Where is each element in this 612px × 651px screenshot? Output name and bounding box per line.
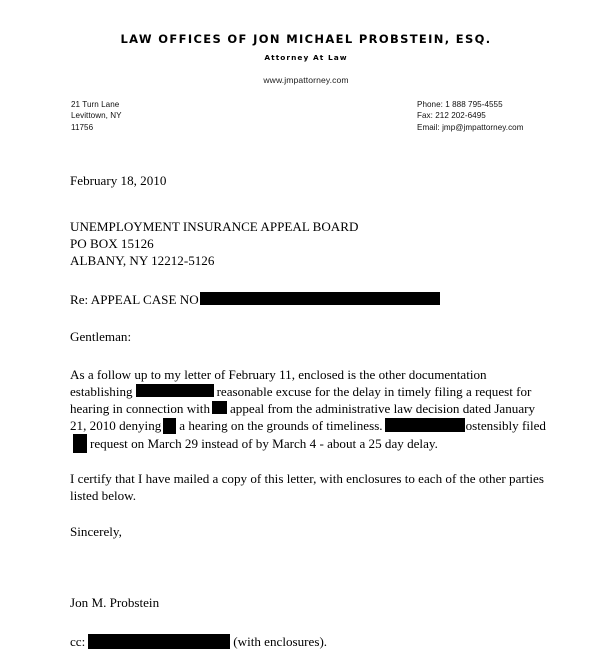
signature-name: Jon M. Probstein xyxy=(70,595,160,611)
paragraph-1-part-1: As a follow up to my letter of February 11, enclosed is the other documentation establishing xyxy=(70,366,487,399)
paragraph-1-part-3: appeal from the administrative law decision dated January 21, 2010 denying xyxy=(70,400,536,433)
redaction-bar-claimant-1 xyxy=(136,384,214,397)
paragraph-1-part-2: reasonable excuse for the delay in timely filing a request for hearing in connection with xyxy=(70,383,532,416)
email-address: Email: jmp@jmpattorney.com xyxy=(417,122,524,132)
redaction-bar-cc-recipient xyxy=(88,634,230,649)
salutation: Gentleman: xyxy=(70,329,132,345)
recipient-line-1: UNEMPLOYMENT INSURANCE APPEAL BOARD xyxy=(70,219,359,235)
letterhead xyxy=(0,32,612,85)
recipient-line-2: PO BOX 15126 xyxy=(70,236,154,252)
redaction-bar-claimant-4 xyxy=(385,418,465,432)
recipient-line-3: ALBANY, NY 12212-5126 xyxy=(70,253,215,269)
fax-number: Fax: 212 202-6495 xyxy=(417,111,486,121)
address-line-1: 21 Turn Lane xyxy=(71,100,120,109)
address-line-2: Levittown, NY xyxy=(71,111,122,121)
closing: Sincerely, xyxy=(70,524,122,540)
office-contact-details xyxy=(417,99,524,133)
paragraph-1-part-5: ostensibly filed xyxy=(465,417,546,433)
firm-subtitle: Attorney At Law xyxy=(264,53,348,62)
paragraph-1 xyxy=(70,366,548,452)
paragraph-1-part-4: a hearing on the grounds of timeliness. xyxy=(179,417,383,433)
cc-label: cc: xyxy=(70,634,86,650)
recipient-address xyxy=(70,218,548,269)
address-line-3: 11756 xyxy=(71,122,94,132)
paragraph-1-part-6: request on March 29 instead of by March 4 - about a 25 day delay. xyxy=(90,435,438,451)
redaction-bar-claimant-3 xyxy=(163,418,176,434)
re-label: Re: APPEAL CASE NO xyxy=(70,292,199,308)
redaction-bar-case-number xyxy=(200,292,440,305)
phone-number: Phone: 1 888 795-4555 xyxy=(417,100,503,109)
redaction-bar-claimant-2 xyxy=(212,401,227,414)
letter-date: February 18, 2010 xyxy=(70,173,167,188)
firm-website: www.jmpattorney.com xyxy=(263,75,349,85)
cc-suffix: (with enclosures). xyxy=(233,634,328,650)
firm-name: LAW OFFICES OF JON MICHAEL PROBSTEIN, ESQ. xyxy=(120,32,492,46)
redaction-bar-claimant-5 xyxy=(73,434,87,453)
cc-line xyxy=(70,633,548,650)
office-address xyxy=(71,99,122,133)
letter-body xyxy=(70,172,548,651)
re-line xyxy=(70,291,548,308)
paragraph-2: I certify that I have mailed a copy of this letter, with enclosures to each of the other parties listed below. xyxy=(70,471,544,504)
